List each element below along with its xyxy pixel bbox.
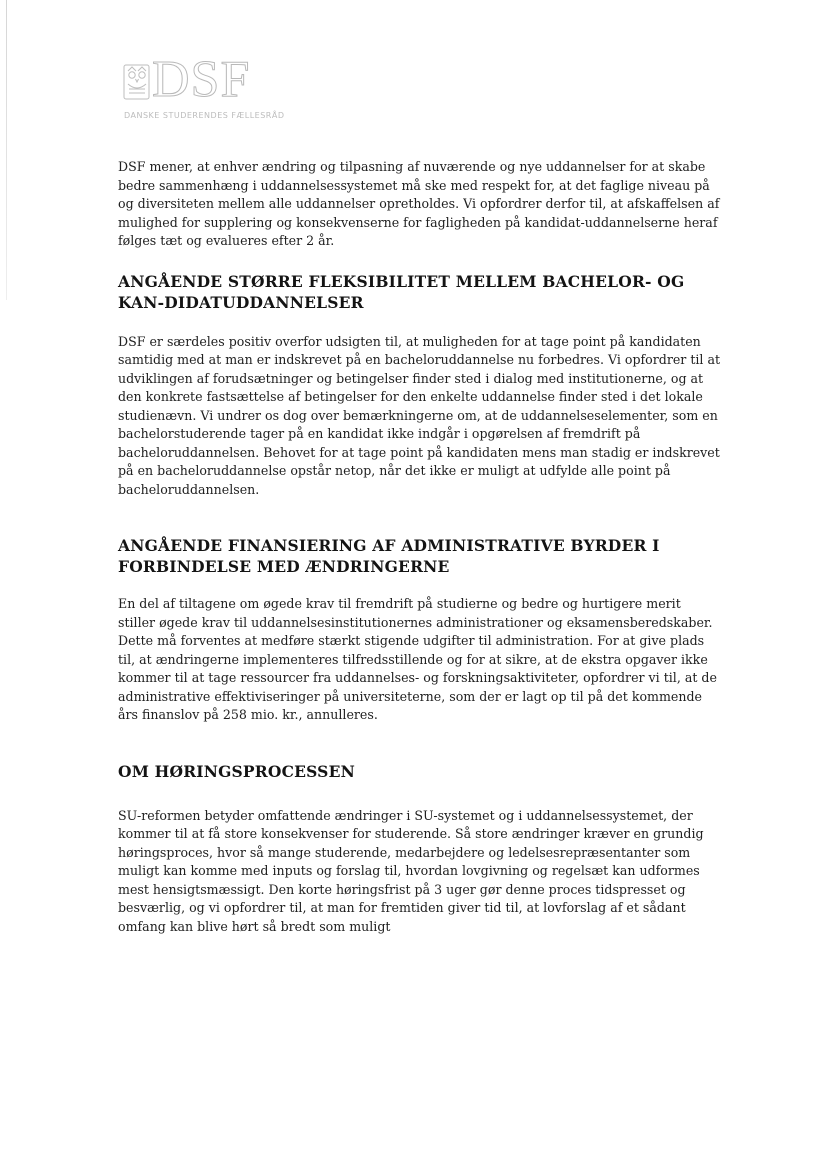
intro-paragraph: DSF mener, at enhver ændring og tilpasning af nuværende og nye uddannelser for at skabe bedre sammenhæng i uddannelsessystemet må ske med respekt for, at det faglige niveau på og diversiteten mellem alle uddannelser opretholdes. Vi opfordrer derfor til, at afskaffelsen af mulighed for supplering og konsekvenserne for fagligheden på kandidat-uddannelserne heraf følges tæt og evalueres efter 2 år.: [118, 159, 720, 248]
section-heading-flexibility: ANGÅENDE STØRRE FLEKSIBILITET MELLEM BACHELOR- OG KAN-DIDATUDDANNELSER: [118, 271, 685, 312]
section-heading-financing: ANGÅENDE FINANSIERING AF ADMINISTRATIVE BYRDER I FORBINDELSE MED ÆNDRINGERNE: [118, 536, 660, 576]
logo-subtitle: DANSKE STUDERENDES FÆLLESRÅD: [124, 111, 285, 120]
scan-edge-line: [6, 0, 7, 300]
owl-emblem-icon: [122, 62, 152, 102]
logo-wordmark: DSF: [152, 51, 251, 108]
section-heading-consultation: OM HØRINGSPROCESSEN: [118, 761, 355, 781]
section-paragraph-consultation: SU-reformen betyder omfattende ændringer i SU-systemet og i uddannelsessystemet, der kommer til at få store konsekvenser for studerende. Så store ændringer kræver en grundig høringsproces, hvor så mange studerende, medarbejdere og ledelsesrepræsentanter som muligt kan komme med inputs og forslag til, hvordan lovgivning og regelsæt kan udformes mest hensigtsmæssigt. Den korte høringsfrist på 3 uger gør denne proces tidspresset og besværlig, og vi opfordrer til, at man for fremtiden giver tid til, at lovforslag af et sådant omfang kan blive hørt så bredt som muligt: [118, 807, 704, 934]
section-paragraph-flexibility: DSF er særdeles positiv overfor udsigten til, at muligheden for at tage point på kandidaten samtidig med at man er indskrevet på en bacheloruddannelse nu forbedres. Vi opfordrer til at udviklingen af forudsætninger og betingelser finder sted i dialog med institutionerne, og at den konkrete fastsættelse af betingelser for den enkelte uddannelse finder sted i det lokale studienævn. Vi undrer os dog over bemærkningerne om, at de uddannelseselementer, som en bachelorstuderende tager på en kandidat ikke indgår i opgørelsen af fremdrift på bacheloruddannelsen. Behovet for at tage point på kandidaten mens man stadig er indskrevet på en bacheloruddannelse opstår netop, når det ikke er muligt at udfylde alle point på bacheloruddannelsen.: [118, 333, 721, 497]
dsf-logo: [122, 51, 285, 124]
section-paragraph-financing: En del af tiltagene om øgede krav til fremdrift på studierne og bedre og hurtigere merit stiller øgede krav til uddannelsesinstitutionernes administrationer og eksamensberedskaber. Dette må forventes at medføre stærkt stigende udgifter til administration. For at give plads til, at ændringerne implementeres tilfredsstillende og for at sikre, at de ekstra opgaver ikke kommer til at tage ressourcer fra uddannelses- og forskningsaktiviteter, opfordrer vi til, at de administrative effektiviseringer på universiteterne, som der er lagt op til på det kommende års finanslov på 258 mio. kr., annulleres.: [118, 596, 717, 722]
document-body: [118, 158, 720, 936]
